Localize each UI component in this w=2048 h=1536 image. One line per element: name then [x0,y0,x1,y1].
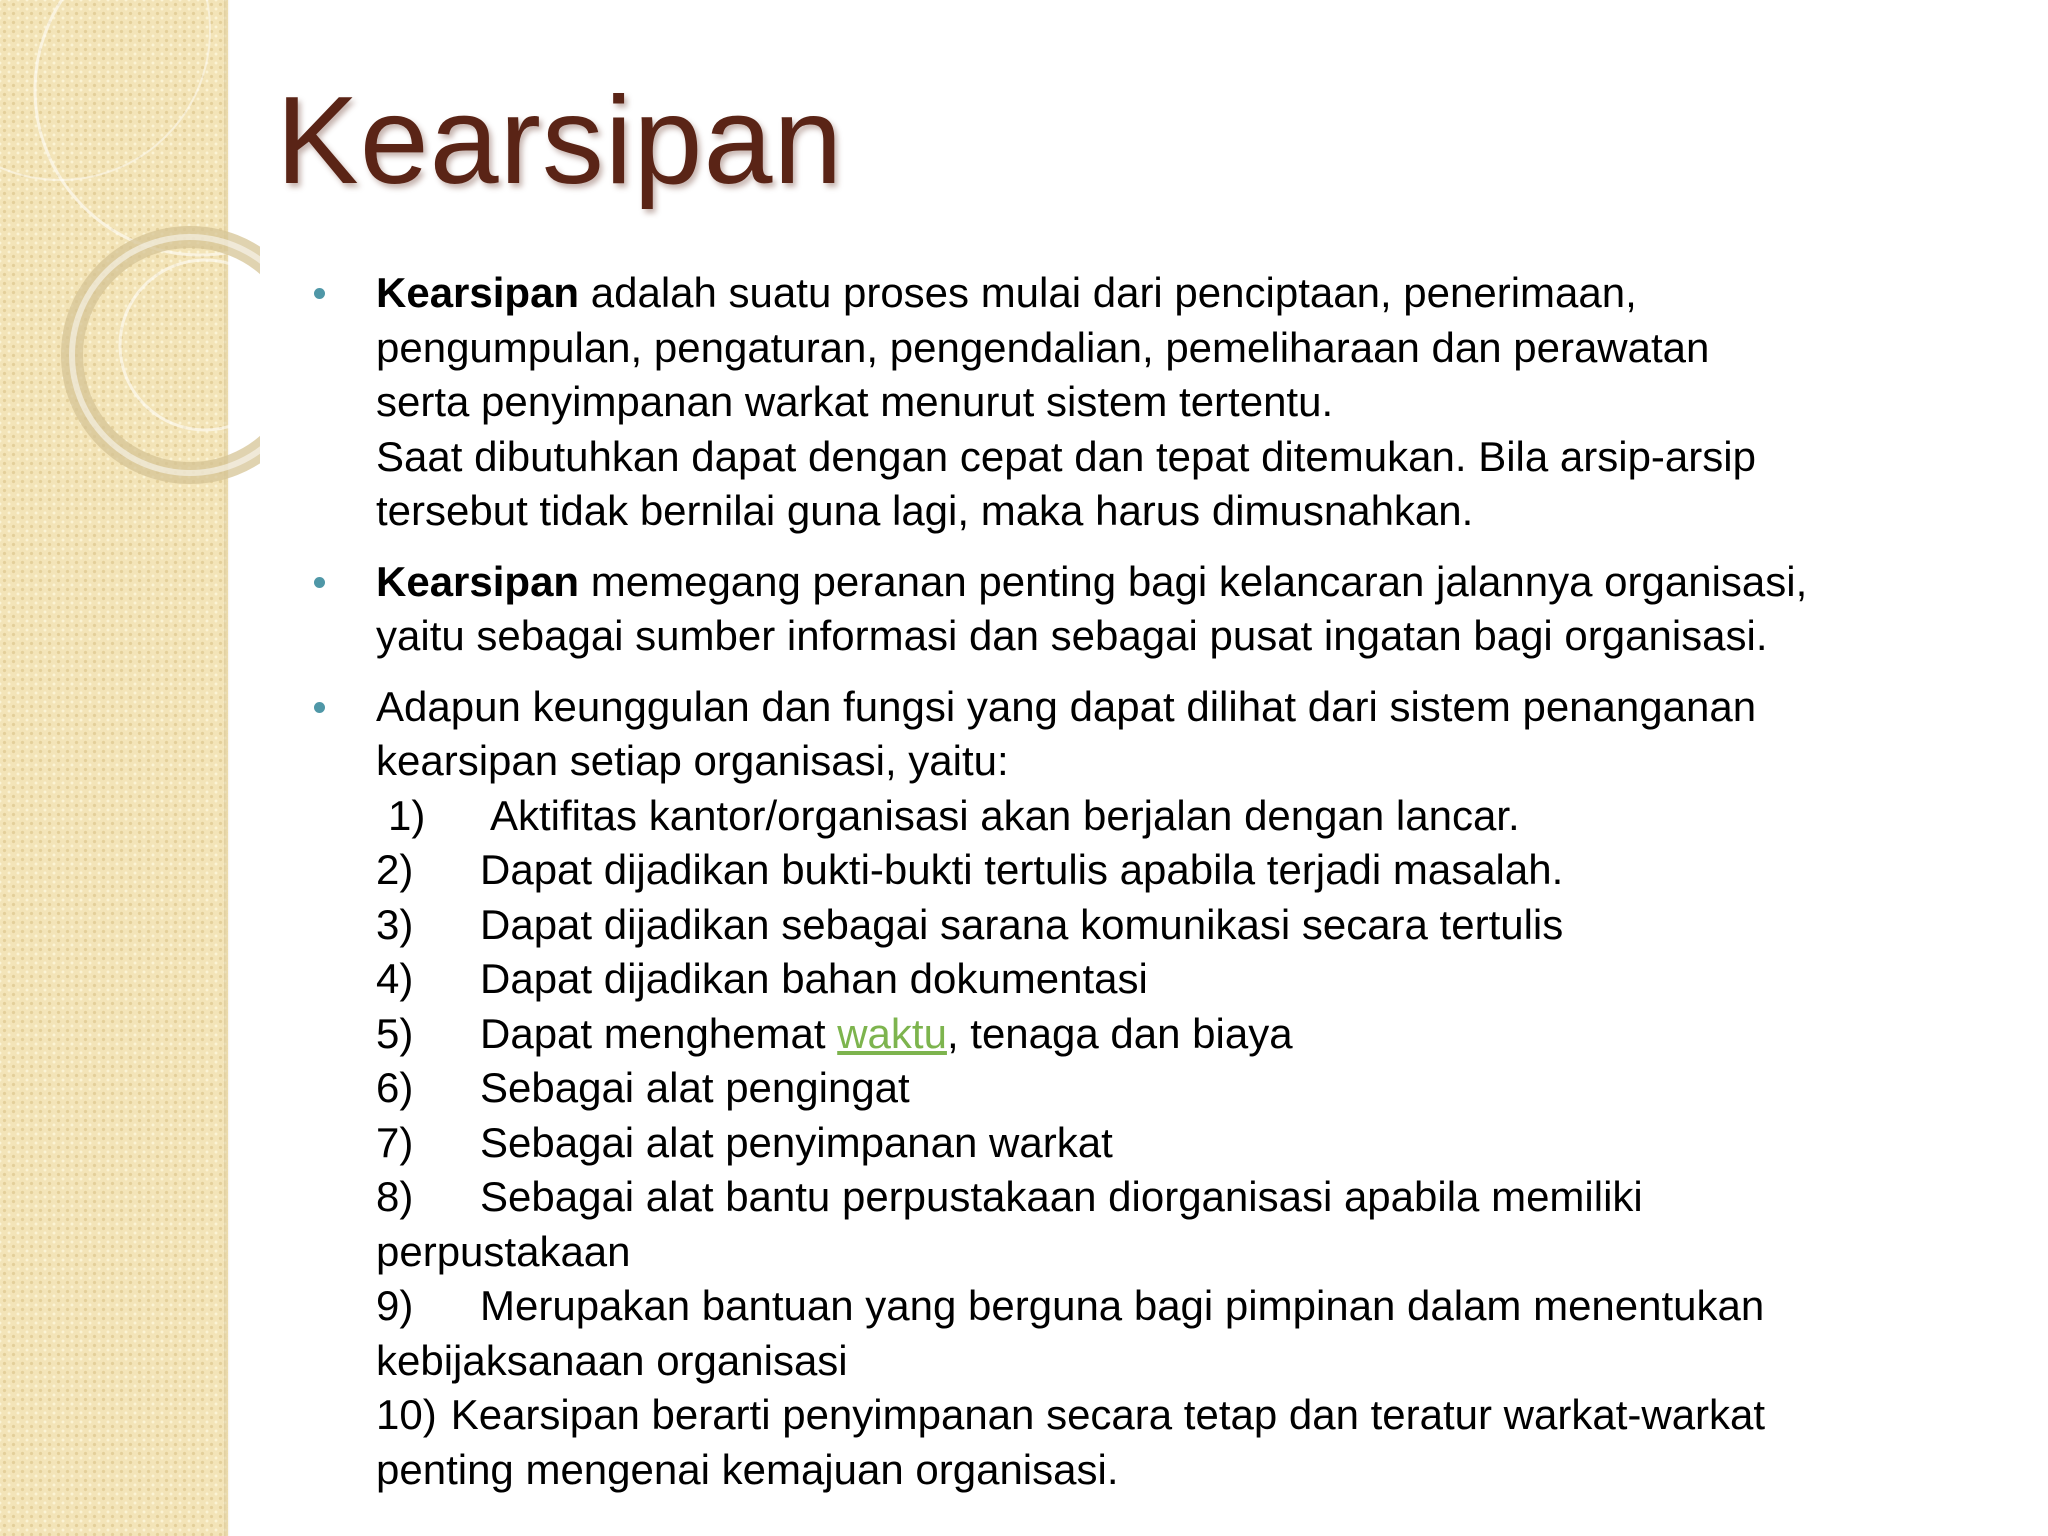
item-text: Sebagai alat pengingat [480,1064,910,1111]
text-line: tersebut tidak bernilai guna lagi, maka harus dimusnahkan. [376,487,1474,534]
item-number: 6) [376,1064,414,1111]
list-item [376,1279,1950,1334]
bullet-dot-icon [314,577,325,588]
list-item [376,1007,1950,1062]
list-item [376,898,1950,953]
waktu-link[interactable]: waktu [837,1009,947,1057]
item-number: 5) [376,1009,414,1057]
bullet-role [310,555,1950,664]
item-number: 10) [376,1391,437,1438]
item-number: 2) [376,846,414,893]
item-number: 9) [376,1282,414,1329]
bullet-list [310,266,1950,1497]
item-number: 4) [376,955,414,1002]
bullet-dot-icon [314,702,325,713]
bullet-functions [310,680,1950,1498]
list-item [376,843,1950,898]
item-text: Dapat dijadikan sebagai sarana komunikasi secara tertulis [480,900,1564,948]
list-item-continuation: penting mengenai kemajuan organisasi. [376,1445,1119,1493]
text-line: kearsipan setiap organisasi, yaitu: [376,737,1009,784]
list-item [376,1061,1950,1116]
text-line: Kearsipan adalah suatu proses mulai dari penciptaan, penerimaan, [376,269,1637,316]
list-item [376,1116,1950,1171]
item-text: Sebagai alat bantu perpustakaan diorganisasi apabila memiliki [480,1173,1643,1220]
text-line: Kearsipan memegang peranan penting bagi kelancaran jalannya organisasi, [376,557,1808,605]
text-line: Adapun keunggulan dan fungsi yang dapat dilihat dari sistem penanganan [376,682,1757,730]
list-item-continuation: perpustakaan [376,1227,631,1275]
item-text: Merupakan bantuan yang berguna bagi pimpinan dalam menentukan [480,1282,1765,1329]
list-item [376,1388,1950,1443]
item-number: 8) [376,1173,414,1220]
list-item [376,1170,1950,1225]
item-text: Dapat dijadikan bukti-bukti tertulis apabila terjadi masalah. [480,846,1564,893]
slide-title: Kearsipan [276,72,844,210]
bullet-dot-icon [314,288,325,299]
item-number: 7) [376,1118,414,1166]
item-text: Dapat dijadikan bahan dokumentasi [480,955,1148,1002]
list-item [376,952,1950,1007]
text-line: serta penyimpanan warkat menurut sistem tertentu. [376,378,1334,425]
bold-term: Kearsipan [376,557,580,605]
text-line: Saat dibutuhkan dapat dengan cepat dan tepat ditemukan. Bila arsip-arsip [376,432,1756,480]
bold-term: Kearsipan [376,269,580,316]
bullet-definition [310,266,1950,539]
item-number: 1) [388,791,426,839]
list-item [376,789,1950,844]
item-text: Aktifitas kantor/organisasi akan berjalan dengan lancar. [490,791,1520,839]
list-item-continuation: kebijaksanaan organisasi [376,1336,848,1384]
item-text: Sebagai alat penyimpanan warkat [480,1118,1113,1166]
item-text-post: , tenaga dan biaya [946,1009,1293,1057]
text-line: pengumpulan, pengaturan, pengendalian, pemeliharaan dan perawatan [376,323,1710,371]
item-number: 3) [376,900,414,948]
text-line: yaitu sebagai sumber informasi dan sebagai pusat ingatan bagi organisasi. [376,612,1768,659]
item-text: Kearsipan berarti penyimpanan secara tetap dan teratur warkat-warkat [450,1391,1766,1438]
item-text-pre: Dapat menghemat [480,1009,838,1057]
